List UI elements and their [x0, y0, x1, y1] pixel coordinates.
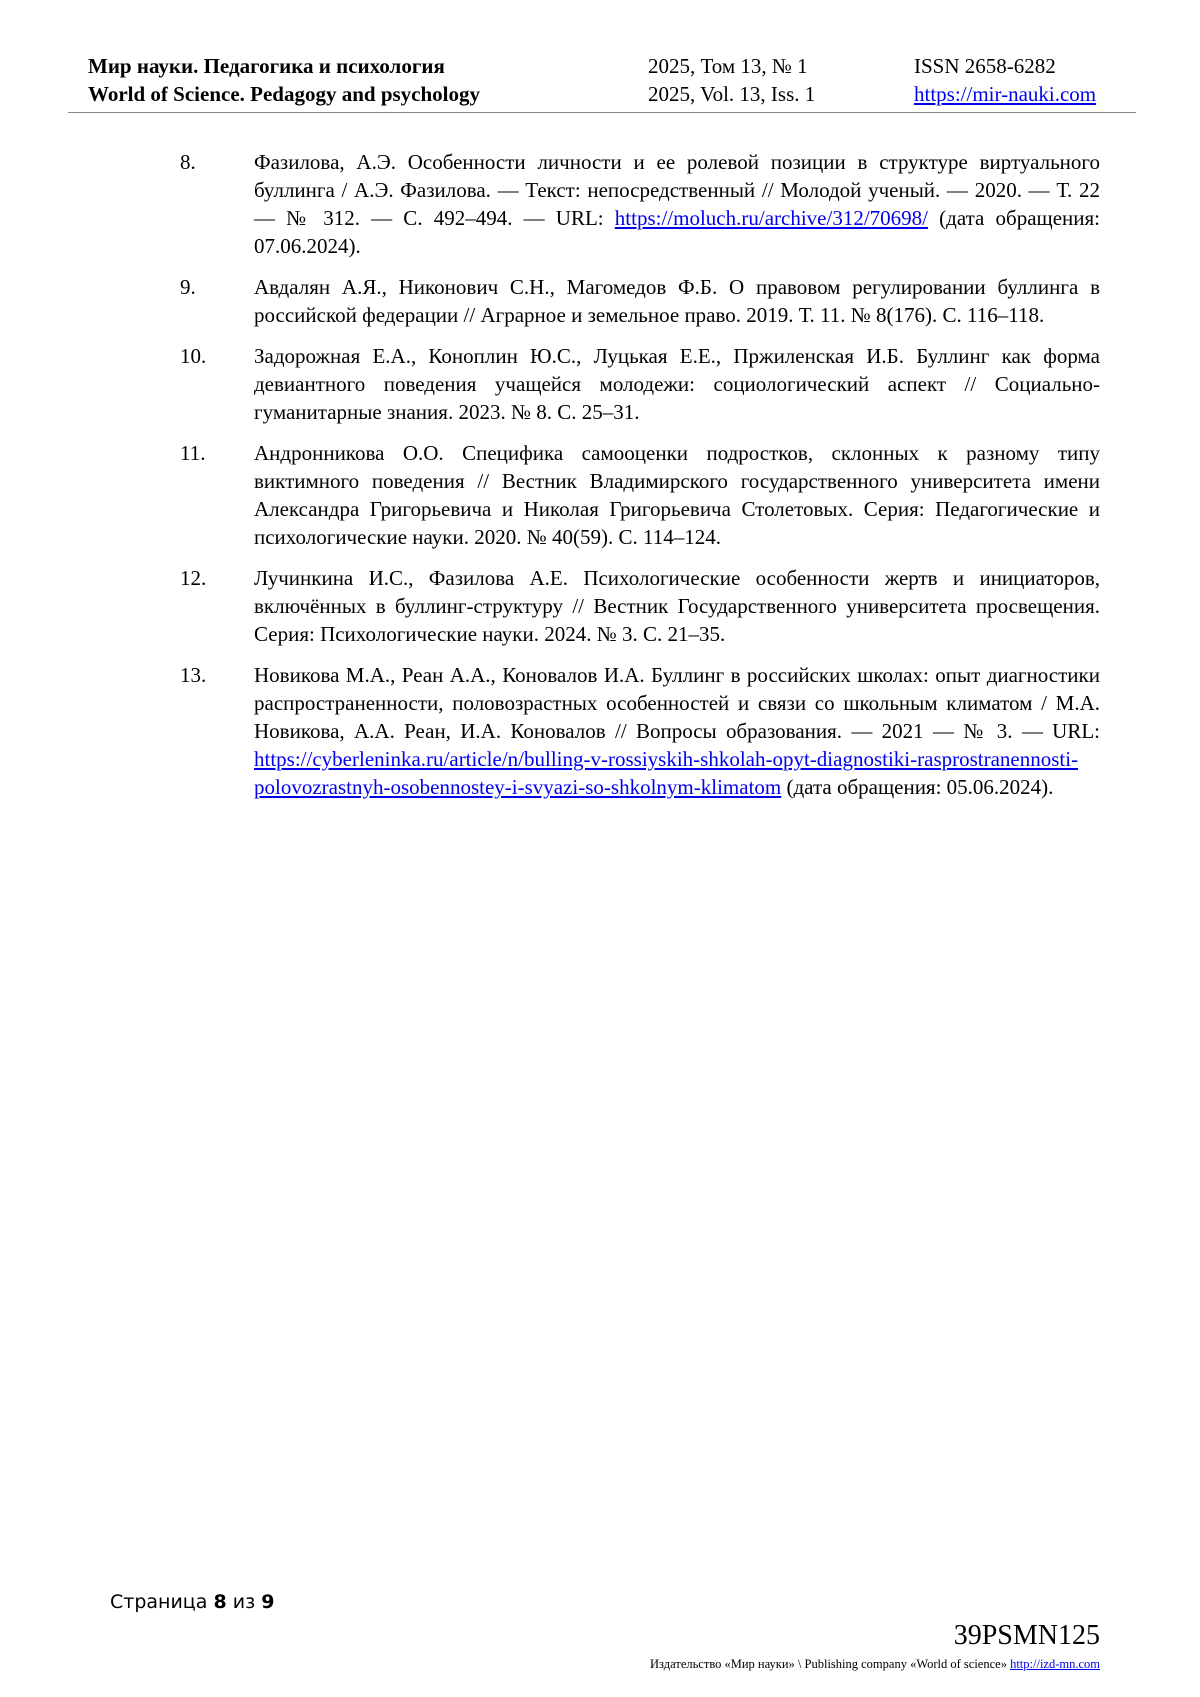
page-counter: [110, 1590, 274, 1614]
page-counter-label: Страница: [110, 1591, 208, 1613]
issue-info-en: 2025, Vol. 13, Iss. 1: [648, 82, 816, 106]
publisher-text: Издательство «Мир науки» \ Publishing company «World of science»: [650, 1657, 1007, 1671]
issue-info-ru: 2025, Том 13, № 1: [648, 54, 808, 78]
journal-title-en: World of Science. Pedagogy and psychology: [88, 82, 481, 106]
page-current: 8: [213, 1591, 227, 1613]
reference-number: 10.: [180, 344, 207, 368]
reference-item: [180, 661, 1100, 801]
issn-block: [914, 52, 1096, 108]
reference-text: Лучинкина И.С., Фазилова А.Е. Психологические особенности жертв и инициаторов, включённых в буллинг-структуру // Вестник Государственного университета просвещения. Серия: Психологические науки. 2024. № 3. С. 21–35.: [254, 566, 1100, 646]
page-total: 9: [261, 1591, 275, 1613]
reference-number: 11.: [180, 441, 206, 465]
reference-text: Андронникова О.О. Специфика самооценки подростков, склонных к разному типу виктимного поведения // Вестник Владимирского государственного университета имени Александра Григорьевича и Николая Григорьевича Столетовых. Серия: Педагогические и психологические науки. 2020. № 40(59). С. 114–124.: [254, 441, 1100, 549]
reference-body: [254, 564, 1100, 648]
reference-text: Задорожная Е.А., Коноплин Ю.С., Луцькая Е.Е., Пржиленская И.Б. Буллинг как форма девиантного поведения учащейся молодежи: социологический аспект // Социально-гуманитарные знания. 2023. № 8. С. 25–31.: [254, 344, 1100, 424]
reference-number: 12.: [180, 566, 207, 590]
reference-url-link[interactable]: https://cyberleninka.ru/article/n/bulling-v-rossiyskih-shkolah-opyt-diagnostiki-rasprostranennosti-polovozrastnyh-osobennostey-i-svyazi-so-shkolnym-klimatom: [254, 747, 1079, 799]
journal-title-ru: Мир науки. Педагогика и психология: [88, 54, 445, 78]
issn: ISSN 2658-6282: [914, 54, 1056, 78]
article-code: 39PSMN125: [953, 1620, 1100, 1651]
publisher-link[interactable]: http://izd-mn.com: [1010, 1657, 1100, 1671]
reference-item: [180, 148, 1100, 260]
page-header: [88, 52, 1120, 112]
reference-item: [180, 439, 1100, 551]
reference-number: 8.: [180, 150, 196, 174]
reference-access-date: (дата обращения: 07.06.2024).: [254, 206, 1100, 258]
reference-body: [254, 661, 1100, 801]
reference-text: Фазилова, А.Э. Особенности личности и ее ролевой позиции в структуре виртуального буллинга / А.Э. Фазилова. — Текст: непосредственный // Молодой ученый. — 2020. — Т. 22 — № 312. — С. 492–494. — URL:: [254, 150, 1100, 230]
reference-number: 9.: [180, 275, 196, 299]
reference-item: [180, 342, 1100, 426]
journal-title: [88, 52, 480, 108]
publisher-line: [650, 1656, 1100, 1672]
reference-number: 13.: [180, 663, 207, 687]
header-divider: [68, 112, 1136, 113]
reference-access-date: (дата обращения: 05.06.2024).: [781, 775, 1054, 799]
reference-url-link[interactable]: https://moluch.ru/archive/312/70698/: [614, 206, 928, 230]
reference-body: [254, 273, 1100, 329]
reference-body: [254, 439, 1100, 551]
page-counter-separator: из: [232, 1591, 256, 1613]
issue-info: [648, 52, 815, 108]
reference-body: [254, 342, 1100, 426]
journal-site-link[interactable]: https://mir-nauki.com: [914, 82, 1097, 106]
reference-body: [254, 148, 1100, 260]
reference-text: Авдалян А.Я., Никонович С.Н., Магомедов Ф.Б. О правовом регулировании буллинга в российской федерации // Аграрное и земельное право. 2019. Т. 11. № 8(176). С. 116–118.: [254, 275, 1100, 327]
reference-item: [180, 273, 1100, 329]
reference-list: [180, 148, 1100, 814]
reference-text: Новикова М.А., Реан А.А., Коновалов И.А. Буллинг в российских школах: опыт диагностики распространенности, половозрастных особенностей и связи со школьным климатом / М.А. Новикова, А.А. Реан, И.А. Коновалов // Вопросы образования. — 2021 — № 3. — URL:: [254, 663, 1100, 743]
reference-item: [180, 564, 1100, 648]
